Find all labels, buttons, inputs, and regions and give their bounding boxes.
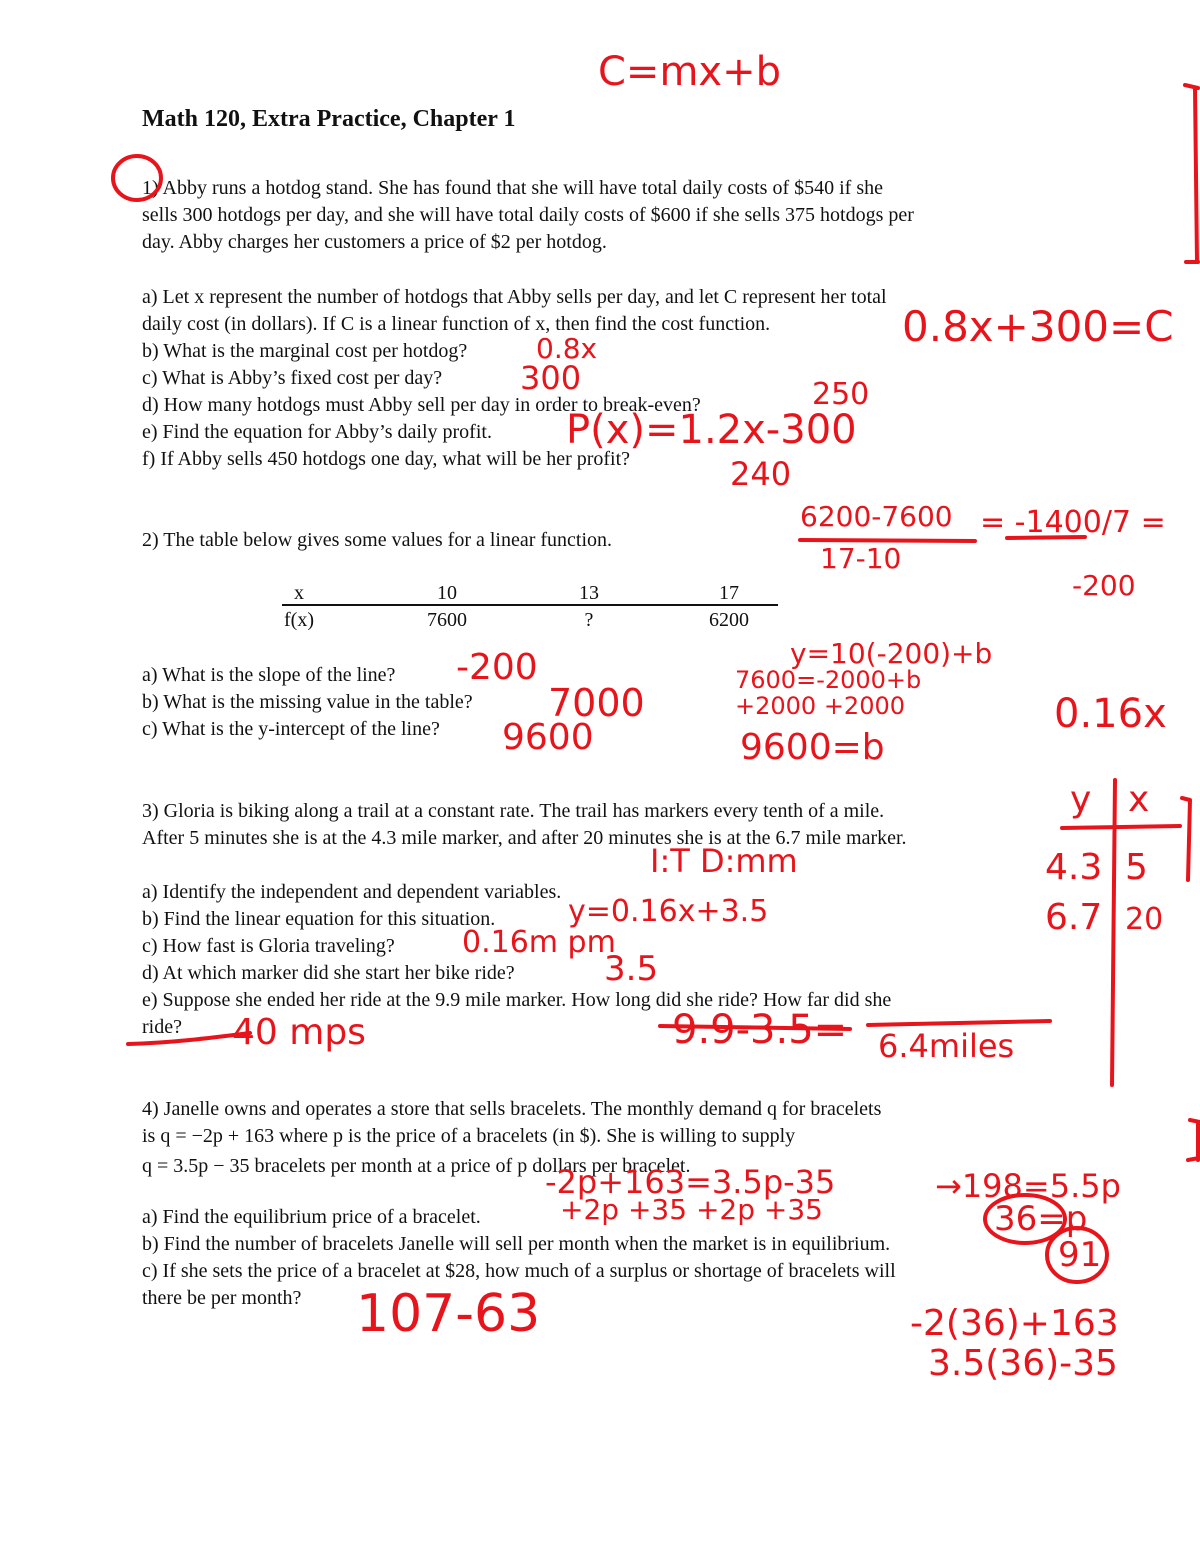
handwritten-work: 3.5(36)-35 — [928, 1343, 1118, 1384]
table-cell: 13 — [579, 582, 599, 604]
table-cell: 6200 — [709, 609, 749, 631]
handwritten-answer: y=0.16x+3.5 — [568, 894, 769, 929]
handwritten-answer: 250 — [812, 377, 870, 412]
handwritten-note: 0.16x — [1054, 691, 1167, 737]
right-margin-bracket — [1185, 85, 1198, 262]
problem1-question: d) How many hotdogs must Abby sell per day in order to break-even? — [142, 394, 701, 416]
problem2-intro: 2) The table below gives some values for a linear function. — [142, 529, 613, 551]
handwritten-table-header: y — [1070, 779, 1092, 820]
problem3-question: ride? — [142, 1016, 182, 1038]
problem3-question: e) Suppose she ended her ride at the 9.9 mile marker. How long did she ride? How far did she — [142, 989, 892, 1011]
right-margin-bracket — [1188, 1120, 1200, 1160]
handwritten-answer: 6.4miles — [878, 1027, 1015, 1065]
problem2-question: b) What is the missing value in the table? — [142, 691, 473, 713]
handwritten-answer: 0.8x — [536, 332, 598, 365]
problem4-intro-line: 4) Janelle owns and operates a store that sells bracelets. The monthly demand q for bracelets — [142, 1098, 882, 1120]
handwritten-work: y=10(-200)+b — [790, 637, 993, 670]
handwritten-work: →198=5.5p — [935, 1167, 1121, 1205]
handwritten-answer: 0.16m pm — [462, 925, 616, 960]
table-row-label: f(x) — [284, 609, 314, 631]
handwritten-note: C=mx+b — [598, 49, 781, 95]
problem3-intro-line: 3) Gloria is biking along a trail at a constant rate. The trail has markers every tenth of a mile. — [142, 800, 885, 822]
handwritten-work: -2p+163=3.5p-35 — [545, 1163, 836, 1201]
problem3-question: a) Identify the independent and dependent variables. — [142, 881, 562, 903]
handwritten-work: = -1400/7 = — [980, 505, 1166, 540]
handwritten-answer: 7000 — [548, 681, 645, 725]
handwritten-table-cell: 20 — [1125, 902, 1164, 937]
handwritten-table-header: x — [1128, 779, 1150, 820]
handwritten-answer: 3.5 — [604, 949, 659, 989]
problem1-intro-line: day. Abby charges her customers a price of $2 per hotdog. — [142, 231, 607, 253]
handwritten-answer: 36=p — [994, 1199, 1088, 1239]
problem3-intro-line: After 5 minutes she is at the 4.3 mile marker, and after 20 minutes she is at the 6.7 mile marker. — [142, 827, 907, 849]
problem2-question: a) What is the slope of the line? — [142, 664, 396, 686]
handwritten-answer: 0.8x+300=C — [902, 302, 1174, 351]
problem4-question: there be per month? — [142, 1287, 302, 1309]
table-horizontal-line — [1062, 826, 1180, 828]
problem4-question: a) Find the equilibrium price of a bracelet. — [142, 1206, 481, 1228]
handwritten-work: 7600=-2000+b — [735, 666, 922, 694]
handwritten-work: 9.9-3.5= — [672, 1007, 848, 1053]
problem3-question: b) Find the linear equation for this situation. — [142, 908, 496, 930]
handwritten-answer: 40 mps — [232, 1012, 366, 1053]
problem1-question: b) What is the marginal cost per hotdog? — [142, 340, 468, 362]
problem1-question: daily cost (in dollars). If C is a linear function of x, then find the cost function. — [142, 313, 771, 335]
handwritten-work: -200 — [1072, 569, 1136, 602]
circle-mark — [113, 156, 161, 200]
handwritten-answer: I:T D:mm — [650, 842, 798, 880]
handwritten-table-cell: 5 — [1125, 847, 1148, 888]
underline-stroke — [868, 1021, 1050, 1025]
problem4-question: b) Find the number of bracelets Janelle will sell per month when the market is in equilibrium. — [142, 1233, 891, 1255]
right-margin-bracket — [1182, 798, 1190, 880]
handwritten-answer: 91 — [1058, 1235, 1102, 1275]
table-row-label: x — [294, 582, 304, 604]
problem1-question: a) Let x represent the number of hotdogs that Abby sells per day, and let C represent her total — [142, 286, 887, 308]
problem3-question: c) How fast is Gloria traveling? — [142, 935, 395, 957]
problem4-question: c) If she sets the price of a bracelet at $28, how much of a surplus or shortage of bracelets will — [142, 1260, 896, 1282]
handwritten-work: +2p +35 +2p +35 — [560, 1193, 823, 1226]
handwritten-work: 6200-7600 — [800, 500, 953, 533]
handwritten-table-cell: 6.7 — [1045, 897, 1103, 938]
handwritten-work: 17-10 — [820, 542, 902, 575]
problem3-question: d) At which marker did she start her bike ride? — [142, 962, 515, 984]
problem2-question: c) What is the y-intercept of the line? — [142, 718, 440, 740]
handwritten-answer: 300 — [520, 359, 582, 397]
handwritten-answer: P(x)=1.2x-300 — [566, 407, 857, 453]
table-cell: 7600 — [427, 609, 467, 631]
fraction-bar — [800, 540, 975, 541]
handwritten-work: 9600=b — [740, 727, 885, 768]
problem1-question: c) What is Abby’s fixed cost per day? — [142, 367, 443, 389]
problem1-intro-line: sells 300 hotdogs per day, and she will have total daily costs of $600 if she sells 375 hotdogs per — [142, 204, 914, 226]
problem1-question: e) Find the equation for Abby’s daily profit. — [142, 421, 492, 443]
handwritten-answer: -200 — [456, 647, 538, 688]
table-cell: 10 — [437, 582, 457, 604]
table-cell: ? — [584, 609, 594, 631]
handwritten-work: +2000 +2000 — [735, 692, 906, 720]
handwritten-work: -2(36)+163 — [910, 1303, 1119, 1344]
handwritten-answer: 240 — [730, 455, 792, 493]
problem1-intro-line: 1) Abby runs a hotdog stand. She has found that she will have total daily costs of $540 if she — [142, 177, 884, 199]
problem4-intro-line: q = 3.5p − 35 bracelets per month at a price of p dollars per bracelet. — [142, 1155, 691, 1177]
handwritten-answer: 9600 — [502, 717, 594, 758]
handwritten-table-cell: 4.3 — [1045, 847, 1103, 888]
problem4-intro-line: is q = −2p + 163 where p is the price of a bracelets (in $). She is willing to supply — [142, 1125, 796, 1147]
handwritten-answer: 107-63 — [356, 1284, 541, 1344]
problem1-question: f) If Abby sells 450 hotdogs one day, what will be her profit? — [142, 448, 631, 470]
page-title: Math 120, Extra Practice, Chapter 1 — [142, 106, 516, 132]
table-cell: 17 — [719, 582, 739, 604]
